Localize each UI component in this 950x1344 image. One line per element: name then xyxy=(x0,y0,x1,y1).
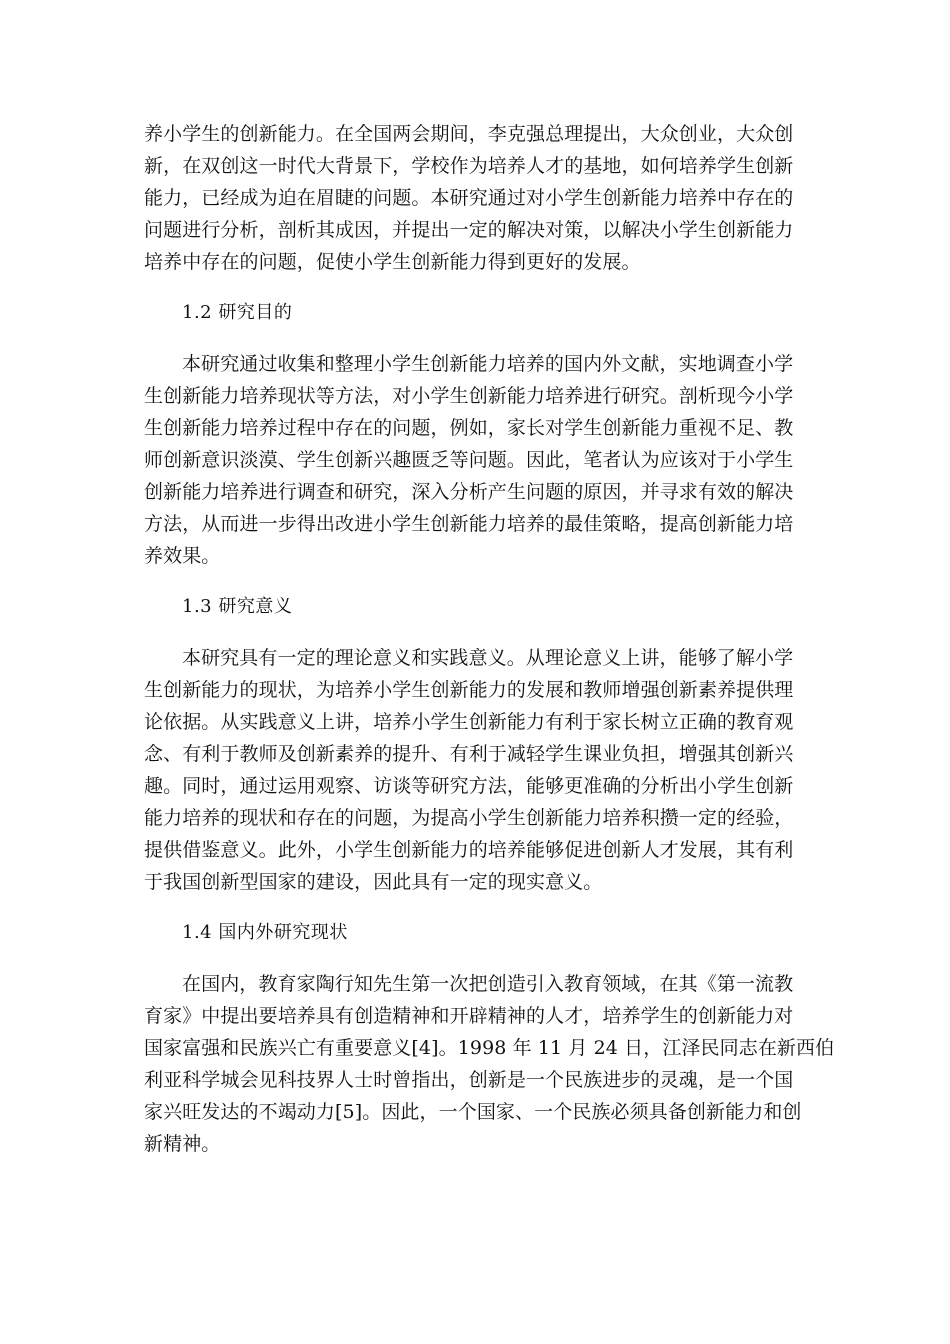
text-line: 新精神。 xyxy=(144,1133,221,1155)
text-line: 在国内，教育家陶行知先生第一次把创造引入教育领域，在其《第一流教 xyxy=(182,973,794,995)
document-page xyxy=(144,118,835,1160)
text-line: 师创新意识淡漠、学生创新兴趣匮乏等问题。因此，笔者认为应该对于小学生 xyxy=(144,449,794,471)
section-heading-research-significance: 1.3 研究意义 xyxy=(182,596,293,617)
text-line: 养小学生的创新能力。在全国两会期间，李克强总理提出，大众创业，大众创 xyxy=(144,123,794,145)
text-line: 本研究具有一定的理论意义和实践意义。从理论意义上讲，能够了解小学 xyxy=(182,647,794,669)
text-line: 论依据。从实践意义上讲，培养小学生创新能力有利于家长树立正确的教育观 xyxy=(144,711,794,733)
text-line: 培养中存在的问题，促使小学生创新能力得到更好的发展。 xyxy=(144,251,641,273)
text-line: 念、有利于教师及创新素养的提升、有利于减轻学生课业负担，增强其创新兴 xyxy=(144,743,794,765)
paragraph-background-continued xyxy=(144,118,808,278)
section-heading-research-purpose: 1.2 研究目的 xyxy=(182,302,293,323)
section-heading-research-status: 1.4 国内外研究现状 xyxy=(182,922,348,943)
text-line: 生创新能力的现状，为培养小学生创新能力的发展和教师增强创新素养提供理 xyxy=(144,679,794,701)
text-line: 养效果。 xyxy=(144,545,221,567)
text-line: 利亚科学城会见科技界人士时曾指出，创新是一个民族进步的灵魂，是一个国 xyxy=(144,1069,794,1091)
text-line: 于我国创新型国家的建设，因此具有一定的现实意义。 xyxy=(144,871,603,893)
text-line: 方法，从而进一步得出改进小学生创新能力培养的最佳策略，提高创新能力培 xyxy=(144,513,794,535)
text-line: 问题进行分析，剖析其成因，并提出一定的解决对策，以解决小学生创新能力 xyxy=(144,219,794,241)
text-line: 育家》中提出要培养具有创造精神和开辟精神的人才，培养学生的创新能力对 xyxy=(144,1005,794,1027)
paragraph-research-significance xyxy=(144,642,808,898)
text-line: 国家富强和民族兴亡有重要意义[4]。1998 年 11 月 24 日，江泽民同志在新西伯 xyxy=(144,1037,835,1059)
paragraph-research-purpose xyxy=(144,348,808,572)
text-line: 家兴旺发达的不竭动力[5]。因此，一个国家、一个民族必须具备创新能力和创 xyxy=(144,1101,802,1123)
paragraph-research-status xyxy=(144,968,835,1160)
text-line: 创新能力培养进行调查和研究，深入分析产生问题的原因，并寻求有效的解决 xyxy=(144,481,794,503)
text-line: 新，在双创这一时代大背景下，学校作为培养人才的基地，如何培养学生创新 xyxy=(144,155,794,177)
text-line: 生创新能力培养过程中存在的问题，例如，家长对学生创新能力重视不足、教 xyxy=(144,417,794,439)
text-line: 能力，已经成为迫在眉睫的问题。本研究通过对小学生创新能力培养中存在的 xyxy=(144,187,794,209)
text-line: 生创新能力培养现状等方法，对小学生创新能力培养进行研究。剖析现今小学 xyxy=(144,385,794,407)
text-line: 趣。同时，通过运用观察、访谈等研究方法，能够更准确的分析出小学生创新 xyxy=(144,775,794,797)
text-line: 提供借鉴意义。此外，小学生创新能力的培养能够促进创新人才发展，其有利 xyxy=(144,839,794,861)
text-line: 能力培养的现状和存在的问题，为提高小学生创新能力培养积攒一定的经验， xyxy=(144,807,794,829)
text-line: 本研究通过收集和整理小学生创新能力培养的国内外文献，实地调查小学 xyxy=(182,353,794,375)
